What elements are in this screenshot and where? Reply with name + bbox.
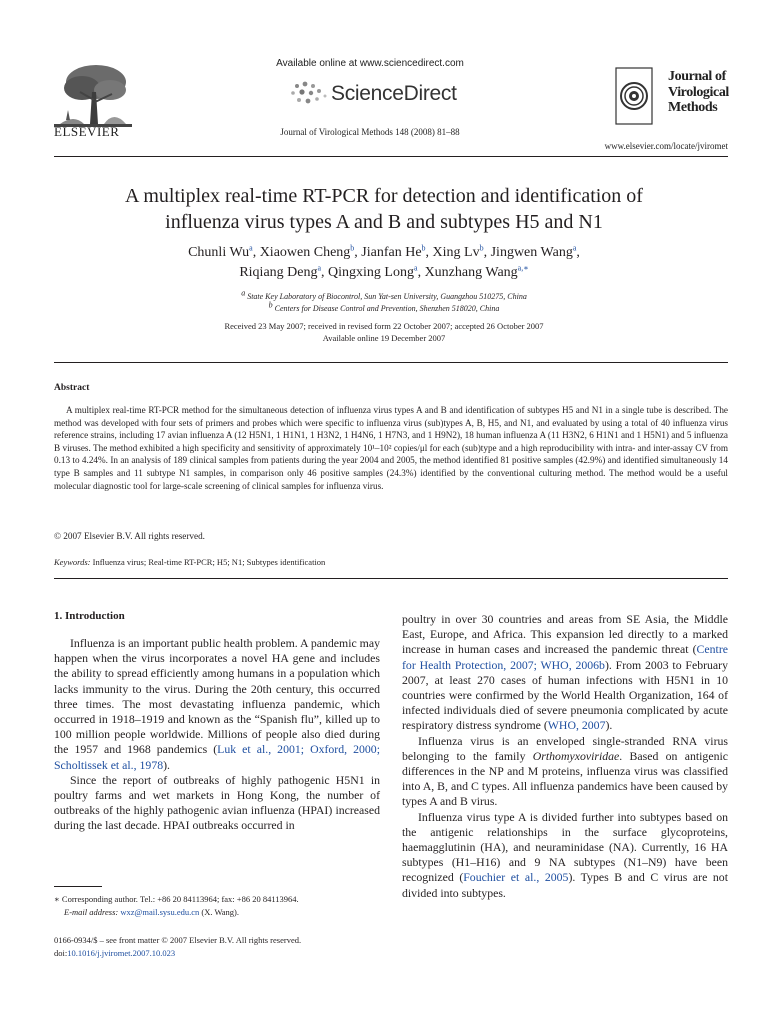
intro-paragraph — [402, 612, 728, 734]
intro-paragraph — [402, 734, 728, 810]
header-divider — [54, 156, 728, 157]
sciencedirect-wordmark: ScienceDirect — [331, 82, 457, 105]
email-link[interactable]: wxz@mail.sysu.edu.cn — [120, 906, 200, 917]
doi-link[interactable]: 10.1016/j.jviromet.2007.10.023 — [67, 947, 176, 958]
journal-url-link[interactable]: www.elsevier.com/locate/jviromet — [604, 141, 728, 151]
abstract-body — [54, 404, 728, 492]
footnotes — [54, 893, 384, 918]
author-affiliation-mark[interactable]: a — [249, 243, 253, 253]
issn-line: 0166-0934/$ – see front matter © 2007 Elsevier B.V. All rights reserved. — [54, 935, 302, 945]
author-separator: , — [425, 245, 433, 260]
affiliation-text: Centers for Disease Control and Prevention, Shenzhen 518020, China — [274, 304, 500, 313]
author-separator: , — [417, 265, 425, 280]
affiliation-a — [100, 288, 668, 301]
received-dates: Received 23 May 2007; received in revised form 22 October 2007; accepted 26 October 2007 — [224, 321, 544, 331]
keywords-line — [54, 557, 325, 567]
sciencedirect-dots-icon — [287, 80, 331, 106]
available-online-text: Available online at www.sciencedirect.com — [276, 58, 464, 69]
citation-link[interactable]: WHO, 2007 — [547, 718, 606, 733]
author-separator: , — [483, 245, 491, 260]
author-affiliation-mark[interactable]: a — [572, 243, 577, 253]
author-name: Xiaowen Cheng — [259, 245, 351, 260]
paragraph-text: poultry in over 30 countries and areas from SE Asia, the Middle East, Europe, and Africa. This expansion led directly to a marked increase in human cases and increased the pandemic threat ( — [402, 612, 728, 657]
paragraph-text: ). — [163, 757, 171, 772]
abstract-paragraph: A multiplex real-time RT-PCR method for the simultaneous detection of influenza virus types A and B and identification of subtypes H5 and N1 in a single tube is described. The method was developed with four sets of primers and probes which were specific to influenza virus (sub)types A, B, H5, and N1, and evaluated by using a total of 40 influenza virus reference strains, including 17 avian influenza A (12 H5N1, 1 H1N1, 1 H3N2, 1 H4N6, 1 H7N3, and 1 H9N2), 18 human influenza A (11 H3N2, 6 H1N1 and 1 H5N1) and 5 influenza B viruses. The method exhibited a high specificity and sensitivity of approximately 10¹–10² copies/μl for each (sub)type and a high reproducibility with intra- and inter-assay CV from 0.13 to 4.24%. In an analysis of 189 clinical samples from patients during the year 2004 and 2005, the method identified 81 positive samples (42.9%) and identified simultaneously 14 type B samples and 11 subtype N1 samples, in comparison only 46 positive samples (24.3%) identified by the conventional culturing method. The method would be a useful molecular diagnostic tool for large-scale screening of clinical samples for influenza virus. — [54, 405, 728, 491]
author-list — [120, 243, 648, 283]
author-name: Riqiang Deng — [239, 265, 318, 280]
paragraph-text: Influenza virus is an enveloped single-stranded RNA virus belonging to the family — [402, 733, 728, 763]
author-name: Chunli Wu — [188, 245, 250, 260]
author-separator: , — [354, 245, 362, 260]
taxon-name: Orthomyxoviridae — [532, 748, 620, 763]
paragraph-text: ). — [605, 718, 613, 733]
section-heading: 1. Introduction — [54, 610, 125, 622]
article-title — [60, 183, 708, 235]
author-name: Jingwen Wang — [490, 245, 573, 260]
footnote-divider — [54, 886, 102, 887]
journal-logo-line: Journal of — [668, 69, 726, 84]
email-suffix: (X. Wang). — [201, 906, 240, 917]
paragraph-text: Influenza virus type A is divided further into subtypes based on the antigenic relationships in the surface glycoproteins, haemagglutinin (HA), and neuraminidase (NA). Currently, 16 HA subtypes (H1–H16) and 9 NA subtypes (N1–N9) have been recognized ( — [402, 809, 728, 885]
keywords-list: Influenza virus; Real-time RT-PCR; H5; N1; Subtypes identification — [92, 557, 326, 567]
author-separator: , — [321, 265, 329, 280]
author-separator: , — [252, 245, 260, 260]
author-affiliation-mark[interactable]: b — [350, 243, 355, 253]
author-affiliation-mark[interactable]: a — [317, 263, 322, 273]
intro-paragraph — [54, 636, 380, 773]
available-online-date: Available online 19 December 2007 — [322, 333, 446, 343]
copyright-notice: © 2007 Elsevier B.V. All rights reserved. — [54, 531, 205, 541]
journal-logo-line: Virological — [668, 84, 729, 100]
affiliation-mark: b — [268, 300, 273, 310]
citation-link[interactable]: Centre for Health Protection, 2007; WHO, 2006b — [402, 642, 728, 672]
author-name: Jianfan He — [361, 245, 422, 260]
paragraph-text: . Based on antigenic differences in the NP and M proteins, influenza virus was classified into A, B, and C types. All influenza pandemics have been caused by types A and B virus. — [402, 748, 728, 809]
abstract-divider-top — [54, 362, 728, 363]
paragraph-text: ). From 2003 to February 2007, at least 270 cases of human infections with H5N1 in 10 countries were confirmed by the World Health Organization, 164 of infected individuals died of severe pneumonia complicated by acute respiratory distress syndrome ( — [402, 657, 728, 733]
left-column — [54, 636, 380, 834]
intro-paragraph — [402, 810, 728, 901]
author-separator: , — [576, 245, 580, 260]
journal-reference: Journal of Virological Methods 148 (2008) 81–88 — [280, 127, 460, 137]
doi-line — [54, 947, 384, 960]
doi-label: doi: — [54, 947, 68, 958]
journal-logo-line: Methods — [668, 100, 718, 115]
article-title-line: influenza virus types A and B and subtypes H5 and N1 — [165, 211, 603, 233]
author-affiliation-mark[interactable]: a,∗ — [517, 263, 529, 273]
email-note — [54, 906, 384, 919]
journal-cover-icon — [615, 67, 653, 125]
keywords-label: Keywords: — [54, 557, 91, 567]
abstract-divider-bottom — [54, 578, 728, 579]
affiliation-text: State Key Laboratory of Biocontrol, Sun Yat-sen University, Guangzhou 510275, China — [247, 292, 527, 301]
author-affiliation-mark[interactable]: a — [414, 263, 418, 273]
abstract-heading: Abstract — [54, 383, 90, 393]
intro-paragraph: Since the report of outbreaks of highly pathogenic H5N1 in poultry farms and wet markets in Hong Kong, the number of outbreaks of the highly pathogenic avian influenza (HPAI) increased during the last decade. HPAI outbreaks occurred in — [54, 772, 380, 833]
corresponding-author-text: Corresponding author. Tel.: +86 20 84113964; fax: +86 20 84113964. — [61, 894, 299, 904]
affiliation-mark: a — [241, 288, 246, 298]
publisher-name: ELSEVIER — [54, 124, 120, 139]
author-name: Xing Lv — [432, 245, 480, 260]
right-column — [402, 612, 728, 901]
corresponding-author-note — [54, 893, 384, 906]
journal-logo-title — [668, 69, 729, 116]
citation-link[interactable]: Fouchier et al., 2005 — [463, 870, 569, 885]
email-label: E-mail address: — [64, 906, 119, 917]
author-affiliation-mark[interactable]: b — [479, 243, 484, 253]
article-title-line: A multiplex real-time RT-PCR for detection and identification of — [125, 185, 643, 207]
author-name: Xunzhang Wang — [424, 265, 518, 280]
footnote-mark: ∗ — [54, 894, 60, 904]
citation-link[interactable]: Luk et al., 2001; Oxford, 2000; Scholtissek et al., 1978 — [54, 742, 380, 772]
author-name: Qingxing Long — [328, 265, 414, 280]
paragraph-text: Influenza is an important public health problem. A pandemic may happen when the virus incorporates a novel HA gene and includes the ability to spread efficiently among humans in a population which lacks immunity to the virus. During the 20th century, this occurred three times. The most devastating influenza pandemic, which occurred in 1918–1919 and known as the “Spanish flu”, killed up to 100 million people worldwide. Millions of people also died during the 1957 and 1968 pandemics ( — [54, 636, 380, 757]
affiliation-b — [100, 300, 668, 313]
paragraph-text: ). Types B and C virus are not divided into subtypes. — [402, 870, 728, 900]
issn-block — [54, 934, 384, 959]
author-affiliation-mark[interactable]: b — [421, 243, 426, 253]
